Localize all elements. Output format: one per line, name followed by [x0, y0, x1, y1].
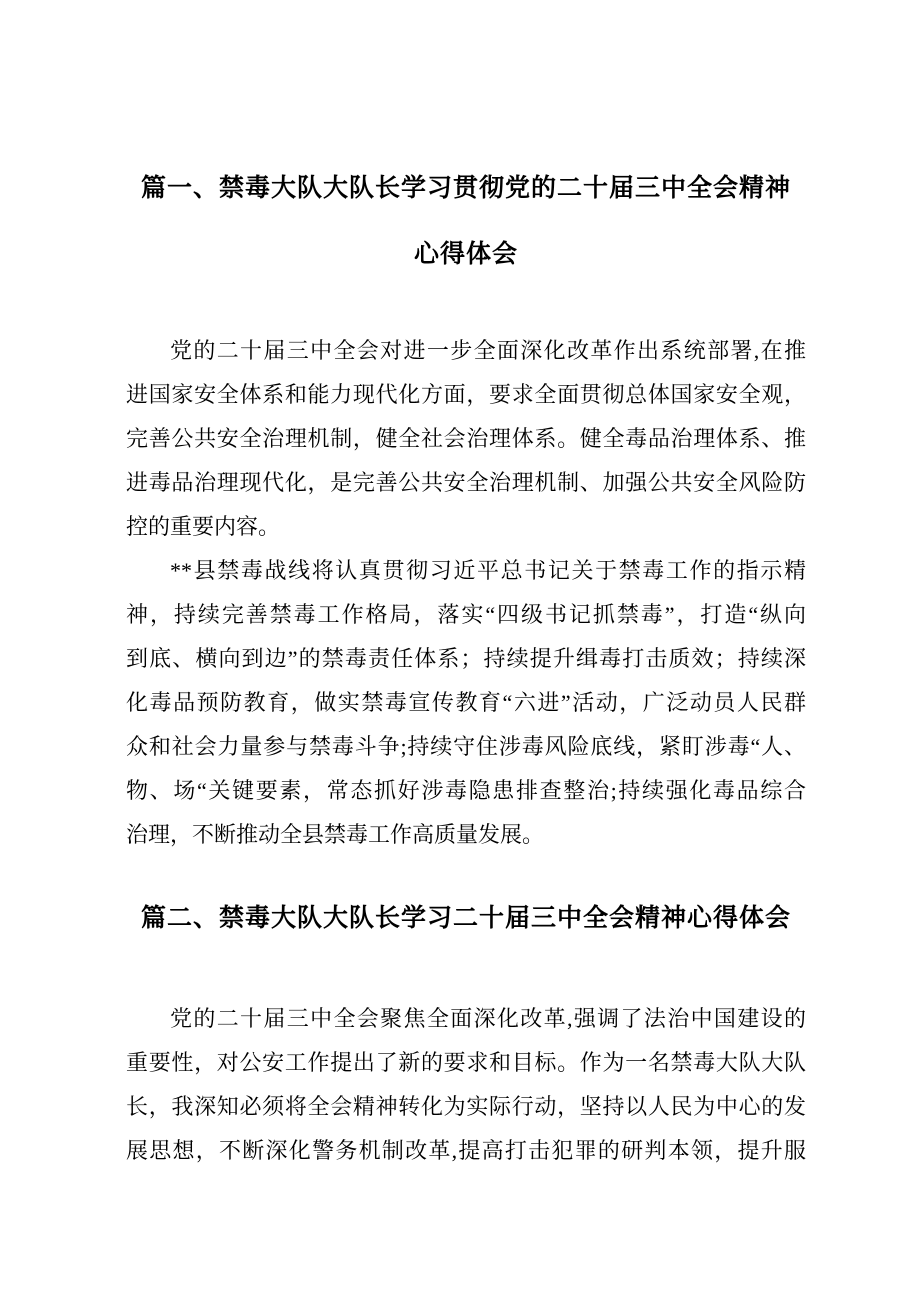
- document-content: [0, 155, 920, 1173]
- paragraph-line: 党的二十届三中全会聚焦全面深化改革,强调了法治中国建设的: [170, 1006, 806, 1031]
- section-2-title: [126, 885, 806, 951]
- paragraph-line: 控的重要内容。: [126, 514, 281, 539]
- section-1-title-line-1: 篇一、禁毒大队大队长学习贯彻党的二十届三中全会精神: [140, 174, 791, 202]
- paragraph-line: 物、场“关键要素，常态抓好涉毒隐患排查整治;持续强化毒品综合: [126, 778, 806, 803]
- paragraph-line: 进毒品治理现代化，是完善公共安全治理机制、加强公共安全风险防: [126, 470, 806, 495]
- section-2-title-line-1: 篇二、禁毒大队大队长学习二十届三中全会精神心得体会: [140, 904, 791, 932]
- section-1-title: [126, 155, 806, 287]
- paragraph-line: 展思想，不断深化警务机制改革,提高打击犯罪的研判本领，提升服: [126, 1138, 806, 1163]
- paragraph: [126, 997, 806, 1173]
- paragraph: [126, 549, 806, 857]
- paragraph-line: 党的二十届三中全会对进一步全面深化改革作出系统部署,在推: [170, 338, 806, 363]
- paragraph-line: **县禁毒战线将认真贯彻习近平总书记关于禁毒工作的指示精: [170, 558, 806, 583]
- paragraph-line: 重要性，对公安工作提出了新的要求和目标。作为一名禁毒大队大队: [126, 1050, 806, 1075]
- section-2-body: [126, 997, 806, 1173]
- paragraph-line: 治理，不断推动全县禁毒工作高质量发展。: [126, 822, 545, 847]
- paragraph-line: 长，我深知必须将全会精神转化为实际行动，坚持以人民为中心的发: [126, 1094, 806, 1119]
- paragraph: [126, 329, 806, 549]
- paragraph-line: 神，持续完善禁毒工作格局，落实“四级书记抓禁毒”，打造“纵向: [126, 602, 806, 627]
- paragraph-line: 到底、横向到边”的禁毒责任体系；持续提升缉毒打击质效；持续深: [126, 646, 806, 671]
- paragraph-line: 众和社会力量参与禁毒斗争;持续守住涉毒风险底线，紧盯涉毒“人、: [126, 734, 806, 759]
- section-1-title-line-2: 心得体会: [413, 240, 518, 268]
- section-1-body: [126, 329, 806, 857]
- paragraph-line: 完善公共安全治理机制，健全社会治理体系。健全毒品治理体系、推: [126, 426, 806, 451]
- paragraph-line: 进国家安全体系和能力现代化方面，要求全面贯彻总体国家安全观，: [126, 382, 806, 407]
- paragraph-line: 化毒品预防教育，做实禁毒宣传教育“六进”活动，广泛动员人民群: [126, 690, 806, 715]
